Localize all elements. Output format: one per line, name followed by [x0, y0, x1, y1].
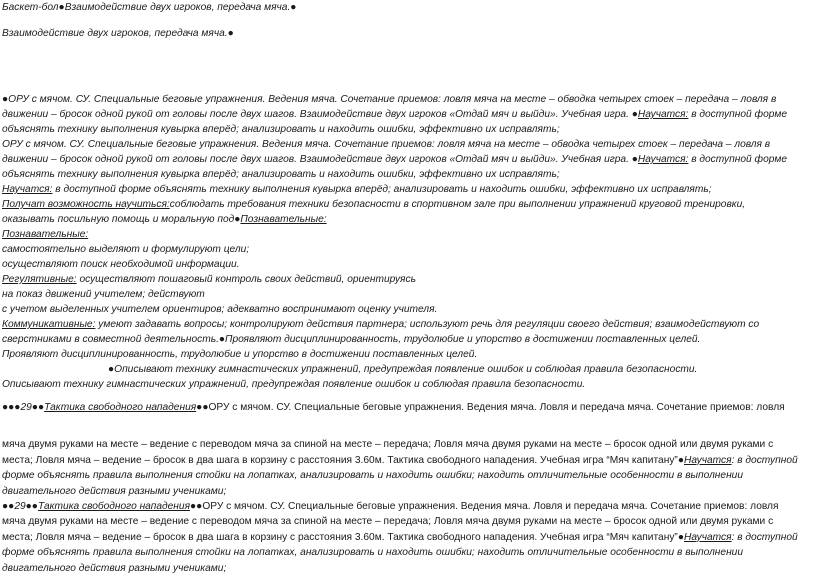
text-line: объяснять технику выполнения кувырка вперёд; анализировать и находить ошибки, эффективно их исправлять; [2, 124, 560, 135]
text-line: мяча двумя руками на месте – ведение с переводом мяча за спиной на месте – передача; Ловля мяча двумя руками на месте – бросок одной или двумя руками с [2, 516, 774, 528]
text-line: ●ОРУ с мячом. СУ. Специальные беговые упражнения. Ведения мяча. Сочетание приемов: ловля мяча на месте – обводка четырех стоек – передача – ловля в [2, 94, 777, 105]
text-line: осуществляют поиск необходимой информации. [2, 259, 240, 270]
text-line: Получат возможность научиться:соблюдать требования техники безопасности в спортивном зале при выполнении упражнений круговой тренировки, [2, 199, 746, 210]
text-line: с учетом выделенных учителем ориентиров; адекватно воспринимают оценку учителя. [2, 304, 438, 315]
text-line: самостоятельно выделяют и формулируют цели; [2, 244, 250, 255]
text-line: Научатся: в доступной форме объяснять технику выполнения кувырка вперёд; анализировать и находить ошибки, эффективно их исправлять; [2, 184, 712, 195]
text-line: ●Описывают технику гимнастических упражнений, предупреждая появление ошибок и соблюдая правила безопасности. [108, 364, 698, 375]
text-line: двигательного действия разными учениками; [2, 562, 227, 574]
lesson-row: ●●29●●Тактика свободного нападения●●ОРУ с мячом. СУ. Специальные беговые упражнения. Ведения мяча. Ловля и передача мяча. Сочетание приемов: ловля [2, 501, 779, 512]
text-line: оказывать посильную помощь и моральную под●Познавательные: [2, 214, 327, 225]
text-line: объяснять технику выполнения кувырка вперёд; анализировать и находить ошибки, эффективно их исправлять; [2, 169, 560, 180]
text-line: движении – бросок одной рукой от головы после двух шагов. Взаимодействие двух игроков «Отдай мяч и выйди». Учебная игра. ●Научатся: в доступной форме [2, 109, 787, 120]
lesson-row: ●●●29●●Тактика свободного нападения●●ОРУ с мячом. СУ. Специальные беговые упражнения. Ведения мяча. Ловля и передача мяча. Сочетание приемов: ловля [2, 402, 785, 413]
text-line: ОРУ с мячом. СУ. Специальные беговые упражнения. Ведения мяча. Сочетание приемов: ловля мяча на месте – обводка четырех стоек – передача – ловля в [2, 139, 771, 150]
section-heading: Познавательные: [2, 229, 89, 240]
text-line: форме объяснять правила выполнения стойки на лопатках, анализировать и находить ошибки; находить отличительные особенности в выполнении [2, 547, 744, 559]
text-line: форме объяснять правила выполнения стойки на лопатках, анализировать и находить ошибки; находить отличительные особенности в выполнении [2, 470, 744, 482]
header-line-1: Баскет-бол●Взаимодействие двух игроков, передача мяча.● [2, 2, 297, 13]
header-line-2: Взаимодействие двух игроков, передача мяча.● [2, 28, 234, 39]
text-line: места; Ловля мяча – ведение – бросок в два шага в корзину с расстояния 3.60м. Тактика свободного нападения. Учебная игра “Мяч капитану”●Научатся: в доступной [2, 454, 798, 466]
text-line: мяча двумя руками на месте – ведение с переводом мяча за спиной на месте – передача; Ловля мяча двумя руками на месте – бросок одной или двумя руками с [2, 439, 774, 451]
text-line: Коммуникативные: умеют задавать вопросы; контролируют действия партнера; используют речь для регуляции своего действия; взаимодействуют со [2, 319, 760, 330]
text-line: на показ движений учителем; действуют [2, 289, 205, 300]
text-line: места; Ловля мяча – ведение – бросок в два шага в корзину с расстояния 3.60м. Тактика свободного нападения. Учебная игра “Мяч капитану”●Научатся: в доступной [2, 531, 798, 543]
text-line: сверстниками в совместной деятельность.●Проявляют дисциплинированность, трудолюбие и упорство в достижении поставленных целей. [2, 334, 701, 345]
text-line: Описывают технику гимнастических упражнений, предупреждая появление ошибок и соблюдая правила безопасности. [2, 379, 586, 390]
text-line: Регулятивные: осуществляют пошаговый контроль своих действий, ориентируясь [2, 274, 416, 285]
text-line: движении – бросок одной рукой от головы после двух шагов. Взаимодействие двух игроков «Отдай мяч и выйди». Учебная игра. ●Научатся: в доступной форме [2, 154, 787, 165]
text-line: Проявляют дисциплинированность, трудолюбие и упорство в достижении поставленных целей. [2, 349, 478, 360]
text-line: двигательного действия разными учениками; [2, 485, 227, 497]
